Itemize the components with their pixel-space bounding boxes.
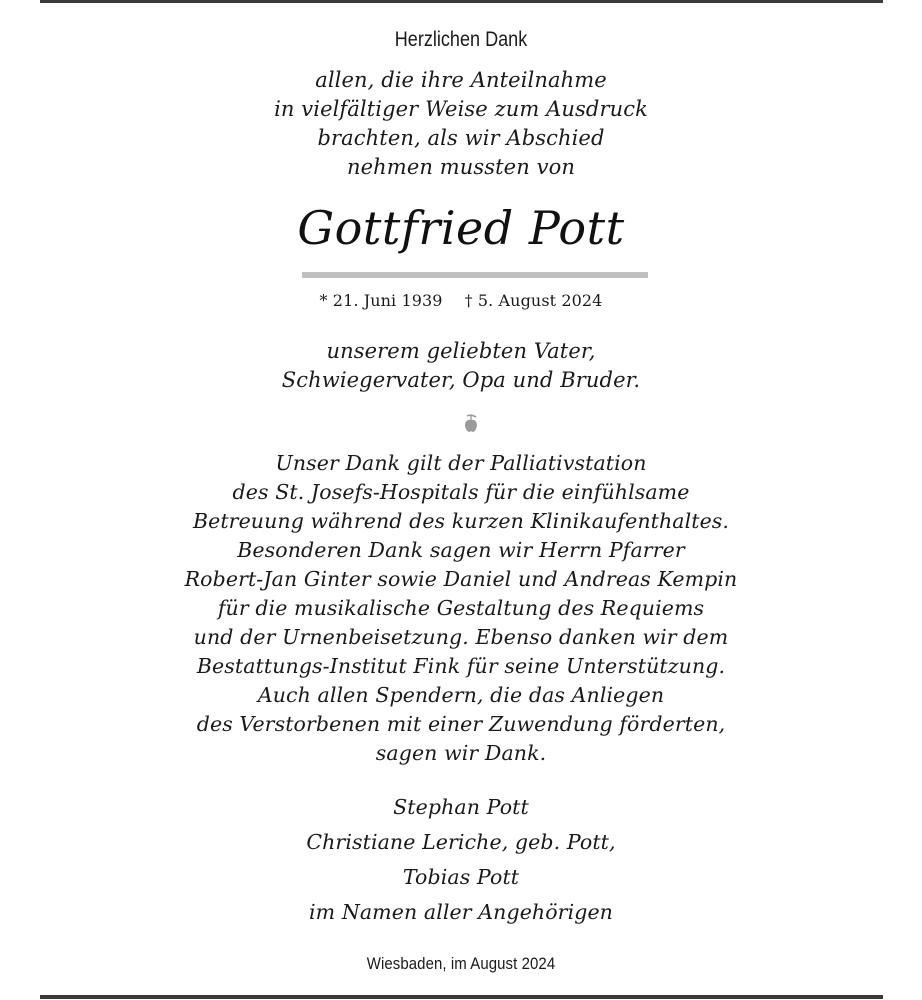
thanks-line: Betreuung während des kurzen Klinikaufenthaltes. xyxy=(192,509,730,533)
thanks-line: sagen wir Dank. xyxy=(375,741,547,765)
top-border-rule xyxy=(40,0,883,3)
deceased-name: Gottfried Pott xyxy=(297,201,625,255)
thanks-line: Bestattungs-Institut Fink für seine Unterstützung. xyxy=(196,654,726,678)
birth-date: * 21. Juni 1939 xyxy=(319,291,443,310)
death-date: † 5. August 2024 xyxy=(464,291,603,310)
relation-line: unserem geliebten Vater, xyxy=(326,339,596,363)
intro-line: in vielfältiger Weise zum Ausdruck xyxy=(274,97,648,121)
signer-line: Stephan Pott xyxy=(393,795,529,819)
apple-ornament-icon xyxy=(461,413,481,435)
intro-line: nehmen mussten von xyxy=(347,155,575,179)
notice-heading: Herzlichen Dank xyxy=(394,28,528,51)
signer-line: Tobias Pott xyxy=(402,865,520,889)
thanks-line: Unser Dank gilt der Palliativstation xyxy=(275,451,647,475)
name-underline-bar xyxy=(302,272,648,278)
relation-line: Schwiegervater, Opa und Bruder. xyxy=(281,368,641,392)
thanks-line: Besonderen Dank sagen wir Herrn Pfarrer xyxy=(237,538,685,562)
intro-line: brachten, als wir Abschied xyxy=(317,126,605,150)
thanks-line: Auch allen Spendern, die das Anliegen xyxy=(257,683,665,707)
signer-line: im Namen aller Angehörigen xyxy=(309,900,613,924)
thanks-line: des St. Josefs-Hospitals für die einfühlsame xyxy=(232,480,690,504)
thanks-line: des Verstorbenen mit einer Zuwendung förderten, xyxy=(196,712,726,736)
thanks-line: Robert-Jan Ginter sowie Daniel und Andreas Kempin xyxy=(184,567,738,591)
thanks-line: und der Urnenbeisetzung. Ebenso danken wir dem xyxy=(193,625,729,649)
life-dates xyxy=(0,291,922,310)
bottom-border-rule xyxy=(40,995,883,999)
signer-line: Christiane Leriche, geb. Pott, xyxy=(306,830,616,854)
place-and-date: Wiesbaden, im August 2024 xyxy=(366,954,556,973)
intro-line: allen, die ihre Anteilnahme xyxy=(315,68,607,92)
thanks-line: für die musikalische Gestaltung des Requiems xyxy=(217,596,705,620)
